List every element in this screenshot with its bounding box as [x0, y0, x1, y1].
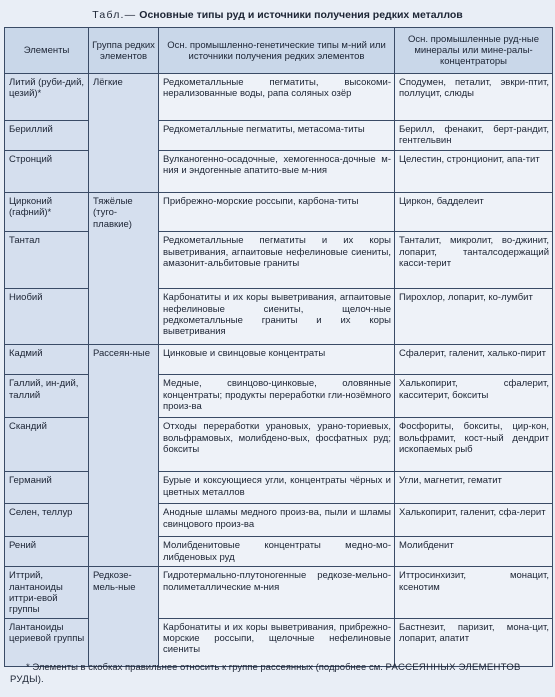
minerals-cell: Танталит, микролит, во-джинит, лопарит, танталсодержащий касси-терит [395, 232, 553, 289]
element-cell: Галлий, ин-дий, таллий [5, 375, 89, 418]
table-row [5, 345, 553, 375]
element-cell: Кадмий [5, 345, 89, 375]
table-row [5, 121, 553, 151]
group-cell [89, 375, 159, 418]
header-group: Группа редких элементов [89, 28, 159, 74]
element-cell: Германий [5, 472, 89, 504]
group-cell [89, 618, 159, 666]
minerals-cell: Бастнезит, паризит, мона-цит, лопарит, апатит [395, 618, 553, 666]
footnote-reference: РАССЕЯННЫХ ЭЛЕМЕНТОВ РУДЫ [10, 662, 521, 685]
source-cell: Гидротермально-плутоногенные редкозе-мельно-полиметаллические м-ния [159, 567, 395, 618]
table-row [5, 504, 553, 537]
element-cell: Цирконий (гафний)* [5, 193, 89, 232]
minerals-cell: Халькопирит, сфалерит, касситерит, бокситы [395, 375, 553, 418]
minerals-cell: Циркон, бадделеит [395, 193, 553, 232]
table-caption [0, 9, 555, 21]
minerals-cell: Берилл, фенакит, берт-рандит, гентгельвин [395, 121, 553, 151]
source-cell: Редкометалльные пегматиты, высокоми-нерализованные воды, рапа соляных озёр [159, 74, 395, 121]
group-cell: Тяжёлые (туго-плавкие) [89, 193, 159, 232]
element-cell: Стронций [5, 151, 89, 193]
table-row [5, 537, 553, 567]
element-cell: Бериллий [5, 121, 89, 151]
source-cell: Цинковые и свинцовые концентраты [159, 345, 395, 375]
table-row [5, 375, 553, 418]
source-cell: Карбонатиты и их коры выветривания, агпаитовые нефелиновые сиениты, щелоч-ные редкометалльные граниты и их коры выветривания [159, 289, 395, 345]
table-body [5, 74, 553, 667]
source-cell: Анодные шламы медного произ-ва, пыли и шламы свинцового произ-ва [159, 504, 395, 537]
caption-label: Табл.— [92, 9, 137, 21]
element-cell: Лантаноиды цериевой группы [5, 618, 89, 666]
element-cell: Тантал [5, 232, 89, 289]
table-row [5, 151, 553, 193]
element-cell: Рений [5, 537, 89, 567]
minerals-cell: Сподумен, петалит, эвкри-птит, поллуцит, слюды [395, 74, 553, 121]
table-row [5, 618, 553, 666]
source-cell: Молибденитовые концентраты медно-мо-либденовых руд [159, 537, 395, 567]
group-cell [89, 289, 159, 345]
source-cell: Вулканогенно-осадочные, хемогенноса-дочные м-ния и эндогенные апатито-вые м-ния [159, 151, 395, 193]
footnote [10, 662, 548, 686]
footnote-text: * Элементы в скобках правильнее относить к группе рассеянных (подробнее см. [26, 662, 383, 673]
minerals-cell: Угли, магнетит, гематит [395, 472, 553, 504]
minerals-cell: Фосфориты, бокситы, цир-кон, вольфрамит, кост-ный дендрит ископаемых рыб [395, 418, 553, 472]
minerals-cell: Иттросинхизит, монацит, ксенотим [395, 567, 553, 618]
source-cell: Медные, свинцово-цинковые, оловянные концентраты; продукты переработки гли-нозёмного произ-ва [159, 375, 395, 418]
group-cell [89, 504, 159, 537]
minerals-cell: Сфалерит, галенит, халько-пирит [395, 345, 553, 375]
source-cell: Карбонатиты и их коры выветривания, прибрежно-морские россыпи, щелочные нефелиновые сиениты [159, 618, 395, 666]
element-cell: Селен, теллур [5, 504, 89, 537]
group-cell: Редкозе-мель-ные [89, 567, 159, 618]
source-cell: Отходы переработки урановых, урано-ториевых, вольфрамовых, молибдено-вых, фосфатных руд; бокситы [159, 418, 395, 472]
minerals-cell: Целестин, стронционит, апа-тит [395, 151, 553, 193]
element-cell: Литий (руби-дий, цезий)* [5, 74, 89, 121]
ore-table [4, 27, 553, 667]
header-sources: Осн. промышленно-генетические типы м-ний или источники получения редких элементов [159, 28, 395, 74]
table-row [5, 193, 553, 232]
minerals-cell: Халькопирит, галенит, сфа-лерит [395, 504, 553, 537]
group-cell [89, 418, 159, 472]
table-row [5, 567, 553, 618]
group-cell [89, 151, 159, 193]
source-cell: Редкометалльные пегматиты, метасома-титы [159, 121, 395, 151]
footnote-end: ). [37, 674, 44, 685]
header-elements: Элементы [5, 28, 89, 74]
group-cell: Рассеян-ные [89, 345, 159, 375]
header-minerals: Осн. промышленные руд-ные минералы или мине-ралы-концентраторы [395, 28, 553, 74]
source-cell: Бурые и коксующиеся угли, концентраты чёрных и цветных металлов [159, 472, 395, 504]
minerals-cell: Пирохлор, лопарит, ко-лумбит [395, 289, 553, 345]
group-cell [89, 232, 159, 289]
element-cell: Иттрий, лантаноиды иттри-евой группы [5, 567, 89, 618]
group-cell: Лёгкие [89, 74, 159, 121]
table-row [5, 74, 553, 121]
table-row [5, 418, 553, 472]
caption-title: Основные типы руд и источники получения редких металлов [139, 9, 463, 21]
group-cell [89, 472, 159, 504]
source-cell: Редкометалльные пегматиты и их коры выветривания, агпаитовые нефелиновые сиениты, амазонит-альбитовые граниты [159, 232, 395, 289]
group-cell [89, 537, 159, 567]
table-row [5, 289, 553, 345]
table-row [5, 472, 553, 504]
element-cell: Скандий [5, 418, 89, 472]
table-row [5, 232, 553, 289]
minerals-cell: Молибденит [395, 537, 553, 567]
source-cell: Прибрежно-морские россыпи, карбона-титы [159, 193, 395, 232]
group-cell [89, 121, 159, 151]
table-header-row [5, 28, 553, 74]
element-cell: Ниобий [5, 289, 89, 345]
